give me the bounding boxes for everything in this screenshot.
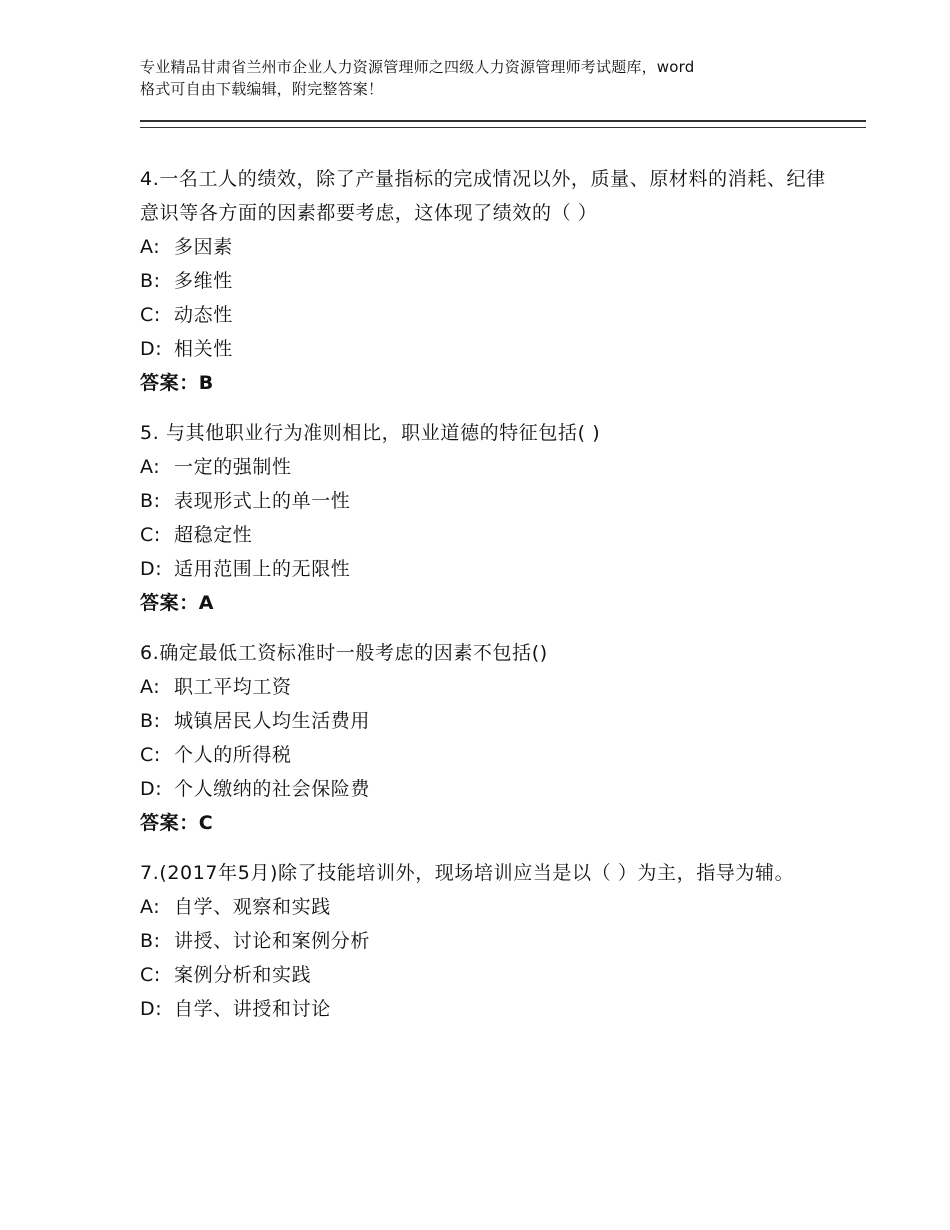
option-letter: A: (140, 896, 161, 918)
question-4 (140, 162, 830, 400)
option-letter: C: (140, 964, 161, 986)
option-d (140, 552, 830, 586)
option-b (140, 264, 830, 298)
option-text: 动态性 (174, 304, 233, 326)
option-letter: C: (140, 304, 161, 326)
question-stem: 4.一名工人的绩效，除了产量指标的完成情况以外，质量、原材料的消耗、纪律意识等各方面的因素都要考虑，这体现了绩效的（ ） (140, 168, 826, 224)
header-title-line-1: 专业精品甘肃省兰州市企业人力资源管理师之四级人力资源管理师考试题库，word (140, 58, 695, 76)
option-letter: D: (140, 338, 163, 360)
option-letter: D: (140, 558, 163, 580)
question-5 (140, 416, 830, 620)
question-7 (140, 856, 830, 1026)
answer-line: 答案：C (140, 812, 214, 834)
option-b (140, 484, 830, 518)
option-text: 讲授、讨论和案例分析 (174, 930, 371, 952)
option-text: 城镇居民人均生活费用 (174, 710, 371, 732)
option-text: 个人的所得税 (174, 744, 292, 766)
option-c (140, 518, 830, 552)
option-letter: A: (140, 456, 161, 478)
question-stem: 5. 与其他职业行为准则相比，职业道德的特征包括( ) (140, 422, 601, 444)
option-letter: D: (140, 778, 163, 800)
question-6 (140, 636, 830, 840)
option-text: 一定的强制性 (174, 456, 292, 478)
option-c (140, 738, 830, 772)
header-title-line-2: 格式可自由下载编辑，附完整答案！ (140, 80, 384, 98)
option-letter: B: (140, 710, 161, 732)
answer-line: 答案：A (140, 592, 215, 614)
option-a (140, 890, 830, 924)
option-text: 适用范围上的无限性 (174, 558, 351, 580)
question-list (140, 162, 830, 1042)
option-d (140, 332, 830, 366)
option-text: 职工平均工资 (174, 676, 292, 698)
header-divider (140, 120, 866, 128)
option-d (140, 992, 830, 1026)
option-b (140, 924, 830, 958)
option-a (140, 230, 830, 264)
option-letter: D: (140, 998, 163, 1020)
question-stem: 6.确定最低工资标准时一般考虑的因素不包括() (140, 642, 548, 664)
option-letter: B: (140, 930, 161, 952)
option-b (140, 704, 830, 738)
option-text: 多因素 (174, 236, 233, 258)
option-text: 表现形式上的单一性 (174, 490, 351, 512)
option-a (140, 670, 830, 704)
option-c (140, 958, 830, 992)
answer-line: 答案：B (140, 372, 214, 394)
option-text: 自学、观察和实践 (174, 896, 331, 918)
option-a (140, 450, 830, 484)
option-letter: C: (140, 524, 161, 546)
option-c (140, 298, 830, 332)
option-d (140, 772, 830, 806)
option-letter: B: (140, 490, 161, 512)
document-header (140, 56, 840, 100)
option-text: 个人缴纳的社会保险费 (174, 778, 371, 800)
question-stem: 7.(2017年5月)除了技能培训外，现场培训应当是以（ ）为主，指导为辅。 (140, 862, 795, 884)
option-text: 案例分析和实践 (174, 964, 312, 986)
option-letter: A: (140, 236, 161, 258)
option-text: 多维性 (174, 270, 233, 292)
option-letter: A: (140, 676, 161, 698)
option-text: 相关性 (174, 338, 233, 360)
option-text: 超稳定性 (174, 524, 253, 546)
option-text: 自学、讲授和讨论 (174, 998, 331, 1020)
option-letter: C: (140, 744, 161, 766)
option-letter: B: (140, 270, 161, 292)
